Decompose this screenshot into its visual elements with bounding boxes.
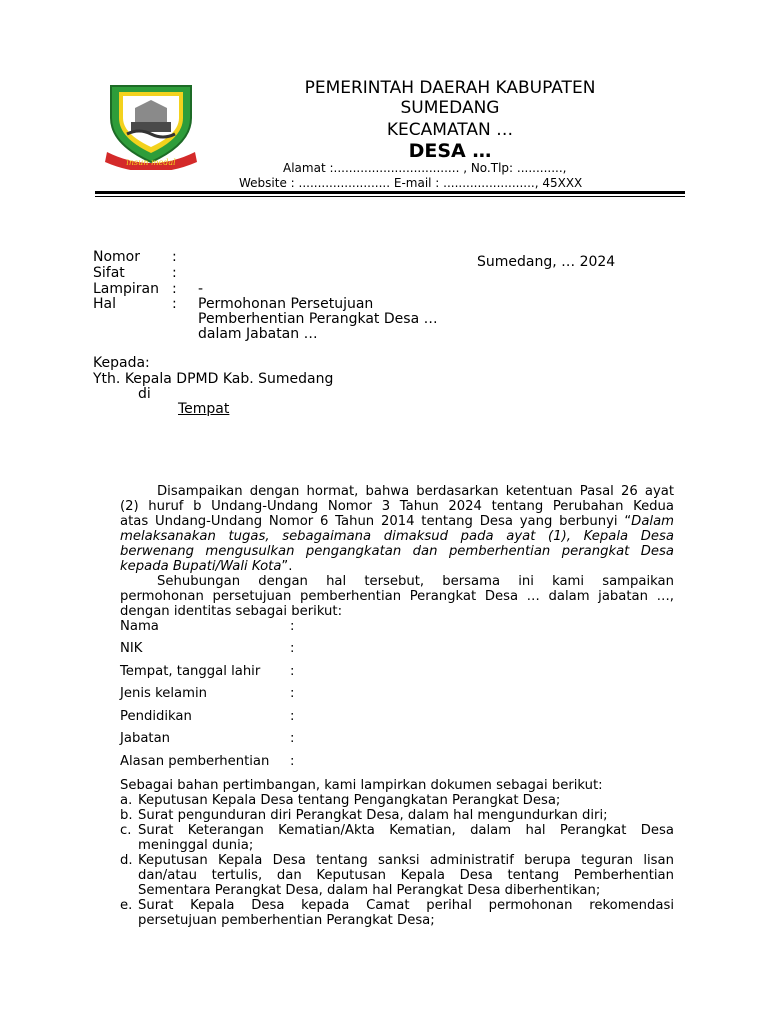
field-jabatan-label: Jabatan (120, 731, 171, 746)
letter-date: Sumedang, … 2024 (477, 254, 616, 270)
p1-line-3b: Dalam (631, 514, 674, 529)
field-pendidikan-colon: : (290, 709, 295, 724)
att-e-line-1: Surat Kepala Desa kepada Camat perihal permohonan rekomendasi (138, 898, 674, 913)
sifat-colon: : (172, 265, 177, 281)
lampiran-value: - (198, 281, 204, 297)
att-b-marker: b. (120, 808, 133, 823)
recipient-tempat: Tempat (178, 401, 230, 417)
att-e-line-2: persetujuan pemberhentian Perangkat Desa; (138, 913, 435, 928)
hal-line-1: Permohonan Persetujuan (198, 296, 374, 312)
paragraph-1 (120, 484, 674, 619)
att-d-line-3: Sementara Perangkat Desa, dalam hal Perangkat Desa diberhentikan; (138, 883, 601, 898)
kop-line-2: SUMEDANG (400, 98, 500, 118)
attachments-intro: Sebagai bahan pertimbangan, kami lampirkan dokumen sebagai berikut: (120, 778, 603, 793)
kop-rule-thick (95, 191, 685, 194)
kop-line-1: PEMERINTAH DAERAH KABUPATEN (304, 78, 596, 98)
att-d-line-2: dan/atau tertulis, dan Keputusan Kepala Desa tentang Pemberhentian (138, 868, 674, 883)
kepada-label: Kepada: (93, 355, 150, 371)
att-a-marker: a. (120, 793, 133, 808)
p1-line-6b: ”. (281, 559, 293, 574)
p1-line-6a: kepada Bupati/Wali Kota (120, 559, 282, 574)
kop-desa: DESA … (408, 140, 492, 162)
field-jk-label: Jenis kelamin (120, 686, 207, 701)
kop-line-3: KECAMATAN … (386, 120, 514, 140)
att-d (138, 853, 674, 898)
att-e (138, 898, 674, 928)
p2-line-2: permohonan persetujuan pemberhentian Perangkat Desa … dalam jabatan …, (120, 589, 674, 604)
sumedang-logo (97, 78, 205, 170)
address-line: Alamat :................................. , No.Tlp: ............, (283, 161, 567, 175)
sifat-label: Sifat (93, 265, 125, 281)
field-nama-label: Nama (120, 619, 159, 634)
att-c-line-1: Surat Keterangan Kematian/Akta Kematian, dalam hal Perangkat Desa (138, 823, 674, 838)
field-ttl-colon: : (290, 664, 295, 679)
field-jk-colon: : (290, 686, 295, 701)
logo-banner-text: insun medal (126, 158, 176, 167)
field-alasan-colon: : (290, 754, 295, 769)
att-a: Keputusan Kepala Desa tentang Pengangkatan Perangkat Desa; (138, 793, 561, 808)
att-c-marker: c. (120, 823, 132, 838)
lampiran-colon: : (172, 281, 177, 297)
field-nik-label: NIK (120, 641, 143, 656)
nomor-label: Nomor (93, 249, 140, 265)
kop-rule-thin (95, 196, 685, 197)
lampiran-label: Lampiran (93, 281, 160, 297)
field-nama-colon: : (290, 619, 295, 634)
p1-line-6 (120, 559, 674, 574)
att-c (138, 823, 674, 853)
field-alasan-label: Alasan pemberhentian (120, 754, 270, 769)
att-c-line-2: meninggal dunia; (138, 838, 254, 853)
hal-colon: : (172, 296, 177, 312)
p2-line-1: Sehubungan dengan hal tersebut, bersama ini kami sampaikan (157, 574, 674, 589)
website-line: Website : ........................ E-mail : ........................, 45XXX (239, 176, 583, 190)
att-b: Surat pengunduran diri Perangkat Desa, dalam hal mengundurkan diri; (138, 808, 608, 823)
hal-label: Hal (93, 296, 116, 312)
p1-line-2: (2) huruf b Undang-Undang Nomor 3 Tahun 2024 tentang Perubahan Kedua (120, 499, 674, 514)
hal-line-2: Pemberhentian Perangkat Desa … (198, 311, 438, 327)
recipient-di: di (138, 386, 151, 402)
field-ttl-label: Tempat, tanggal lahir (120, 664, 261, 679)
field-jabatan-colon: : (290, 731, 295, 746)
p1-line-1: Disampaikan dengan hormat, bahwa berdasarkan ketentuan Pasal 26 ayat (157, 484, 674, 499)
att-d-marker: d. (120, 853, 133, 868)
nomor-colon: : (172, 249, 177, 265)
p2-line-3: dengan identitas sebagai berikut: (120, 604, 343, 619)
hal-line-3: dalam Jabatan … (198, 326, 318, 342)
p1-line-5: berwenang mengusulkan pengangkatan dan pemberhentian perangkat Desa (120, 544, 674, 559)
field-nik-colon: : (290, 641, 295, 656)
p1-line-3 (120, 514, 674, 529)
p1-line-4: melaksanakan tugas, sebagaimana dimaksud pada ayat (1), Kepala Desa (120, 529, 674, 544)
att-e-marker: e. (120, 898, 133, 913)
field-pendidikan-label: Pendidikan (120, 709, 192, 724)
p1-line-3a: atas Undang-Undang Nomor 6 Tahun 2014 tentang Desa yang berbunyi “ (120, 514, 632, 529)
recipient-name: Yth. Kepala DPMD Kab. Sumedang (93, 371, 334, 387)
att-d-line-1: Keputusan Kepala Desa tentang sanksi administratif berupa teguran lisan (138, 853, 674, 868)
